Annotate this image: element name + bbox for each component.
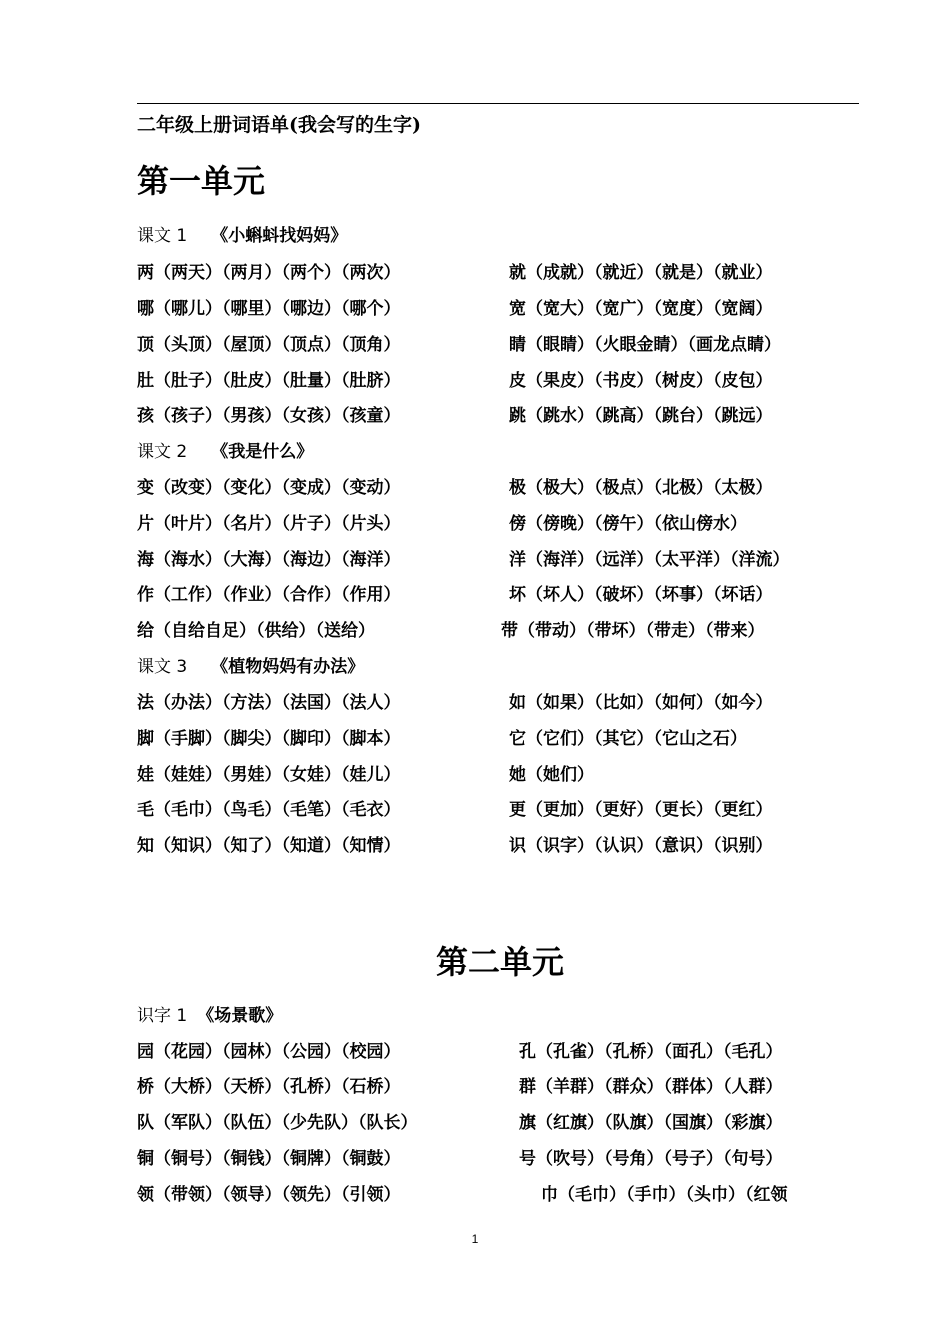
word-row (137, 1180, 857, 1206)
word-entry-right: 睛（眼睛）（火眼金睛）（画龙点睛） (509, 335, 781, 355)
word-row (137, 724, 857, 750)
lesson-number: 识字 1 (137, 1006, 188, 1026)
word-row (137, 831, 857, 857)
word-row (137, 1072, 857, 1098)
word-entry-left: 肚（肚子）（肚皮）（肚量）（肚脐） (137, 371, 401, 391)
word-entry-left: 哪（哪儿）（哪里）（哪边）（哪个） (137, 299, 401, 319)
word-entry-left: 片（叶片）（名片）（片子）（片头） (137, 514, 401, 534)
word-row (137, 616, 857, 642)
word-entry-right: 孔（孔雀）（孔桥）（面孔）（毛孔） (519, 1042, 783, 1062)
word-row (137, 401, 857, 427)
unit-title-2: 第二单元 (435, 943, 564, 981)
lesson-number: 课文 1 (137, 226, 188, 246)
lesson-name: 《小蝌蚪找妈妈》 (211, 226, 348, 246)
document-title: 二年级上册词语单(我会写的生字) (137, 114, 421, 136)
word-row (137, 366, 857, 392)
word-row (137, 294, 857, 320)
word-row (137, 688, 857, 714)
word-entry-right: 坏（坏人）（破坏）（坏事）（坏话） (509, 585, 773, 605)
word-entry-right: 跳（跳水）（跳高）（跳台）（跳远） (509, 406, 773, 426)
word-row (137, 509, 857, 535)
word-row (137, 330, 857, 356)
word-entry-right: 巾（毛巾）（手巾）（头巾）（红领 (541, 1185, 788, 1205)
word-entry-right: 极（极大）（极点）（北极）（太极） (509, 478, 773, 498)
word-entry-left: 娃（娃娃）（男娃）（女娃）（娃儿） (137, 765, 401, 785)
word-entry-left: 脚（手脚）（脚尖）（脚印）（脚本） (137, 729, 401, 749)
word-row (137, 545, 857, 571)
word-row (137, 473, 857, 499)
lesson-name: 《场景歌》 (197, 1006, 283, 1026)
word-entry-right: 洋（海洋）（远洋）（太平洋）（洋流） (509, 550, 790, 570)
word-row (137, 1108, 857, 1134)
word-entry-left: 海（海水）（大海）（海边）（海洋） (137, 550, 401, 570)
lesson-heading (137, 652, 364, 677)
word-entry-right: 如（如果）（比如）（如何）（如今） (509, 693, 773, 713)
unit-title-1: 第一单元 (137, 162, 266, 200)
lesson-heading (137, 221, 347, 246)
word-entry-left: 作（工作）（作业）（合作）（作用） (137, 585, 401, 605)
word-entry-left: 队（军队）（队伍）（少先队）（队长） (137, 1113, 418, 1133)
word-entry-right: 皮（果皮）（书皮）（树皮）（皮包） (509, 371, 773, 391)
word-entry-left: 顶（头顶）（屋顶）（顶点）（顶角） (137, 335, 401, 355)
word-entry-right: 号（吹号）（号角）（号子）（句号） (519, 1149, 783, 1169)
lesson-heading (137, 1001, 282, 1026)
word-row (137, 580, 857, 606)
word-row (137, 1037, 857, 1063)
word-entry-left: 园（花园）（园林）（公园）（校园） (137, 1042, 401, 1062)
word-entry-left: 给（自给自足）（供给）（送给） (137, 621, 375, 641)
word-entry-right: 就（成就）（就近）（就是）（就业） (509, 263, 773, 283)
word-entry-right: 带（带动）（带坏）（带走）（带来） (501, 621, 765, 641)
word-entry-left: 孩（孩子）（男孩）（女孩）（孩童） (137, 406, 401, 426)
word-row (137, 760, 857, 786)
word-entry-right: 更（更加）（更好）（更长）（更红） (509, 800, 773, 820)
word-entry-left: 变（改变）（变化）（变成）（变动） (137, 478, 401, 498)
lesson-name: 《植物妈妈有办法》 (211, 657, 365, 677)
lesson-heading (137, 437, 313, 462)
word-entry-left: 铜（铜号）（铜钱）（铜牌）（铜鼓） (137, 1149, 401, 1169)
word-entry-right: 旗（红旗）（队旗）（国旗）（彩旗） (519, 1113, 783, 1133)
word-entry-left: 桥（大桥）（天桥）（孔桥）（石桥） (137, 1077, 401, 1097)
header-rule (137, 103, 859, 104)
word-row (137, 258, 857, 284)
word-entry-right: 它（它们）（其它）（它山之石） (509, 729, 747, 749)
word-entry-right: 宽（宽大）（宽广）（宽度）（宽阔） (509, 299, 773, 319)
word-entry-right: 群（羊群）（群众）（群体）（人群） (519, 1077, 783, 1097)
word-entry-right: 识（识字）（认识）（意识）（识别） (509, 836, 773, 856)
lesson-number: 课文 3 (137, 657, 188, 677)
page-number: 1 (471, 1232, 479, 1246)
word-entry-left: 领（带领）（领导）（领先）（引领） (137, 1185, 401, 1205)
lesson-number: 课文 2 (137, 442, 188, 462)
word-entry-left: 知（知识）（知了）（知道）（知情） (137, 836, 401, 856)
word-entry-left: 两（两天）（两月）（两个）（两次） (137, 263, 401, 283)
word-row (137, 795, 857, 821)
word-entry-right: 傍（傍晚）（傍午）（依山傍水） (509, 514, 747, 534)
lesson-name: 《我是什么》 (211, 442, 314, 462)
word-entry-left: 毛（毛巾）（鸟毛）（毛笔）（毛衣） (137, 800, 401, 820)
word-row (137, 1144, 857, 1170)
word-entry-left: 法（办法）（方法）（法国）（法人） (137, 693, 401, 713)
word-entry-right: 她（她们） (509, 765, 594, 785)
